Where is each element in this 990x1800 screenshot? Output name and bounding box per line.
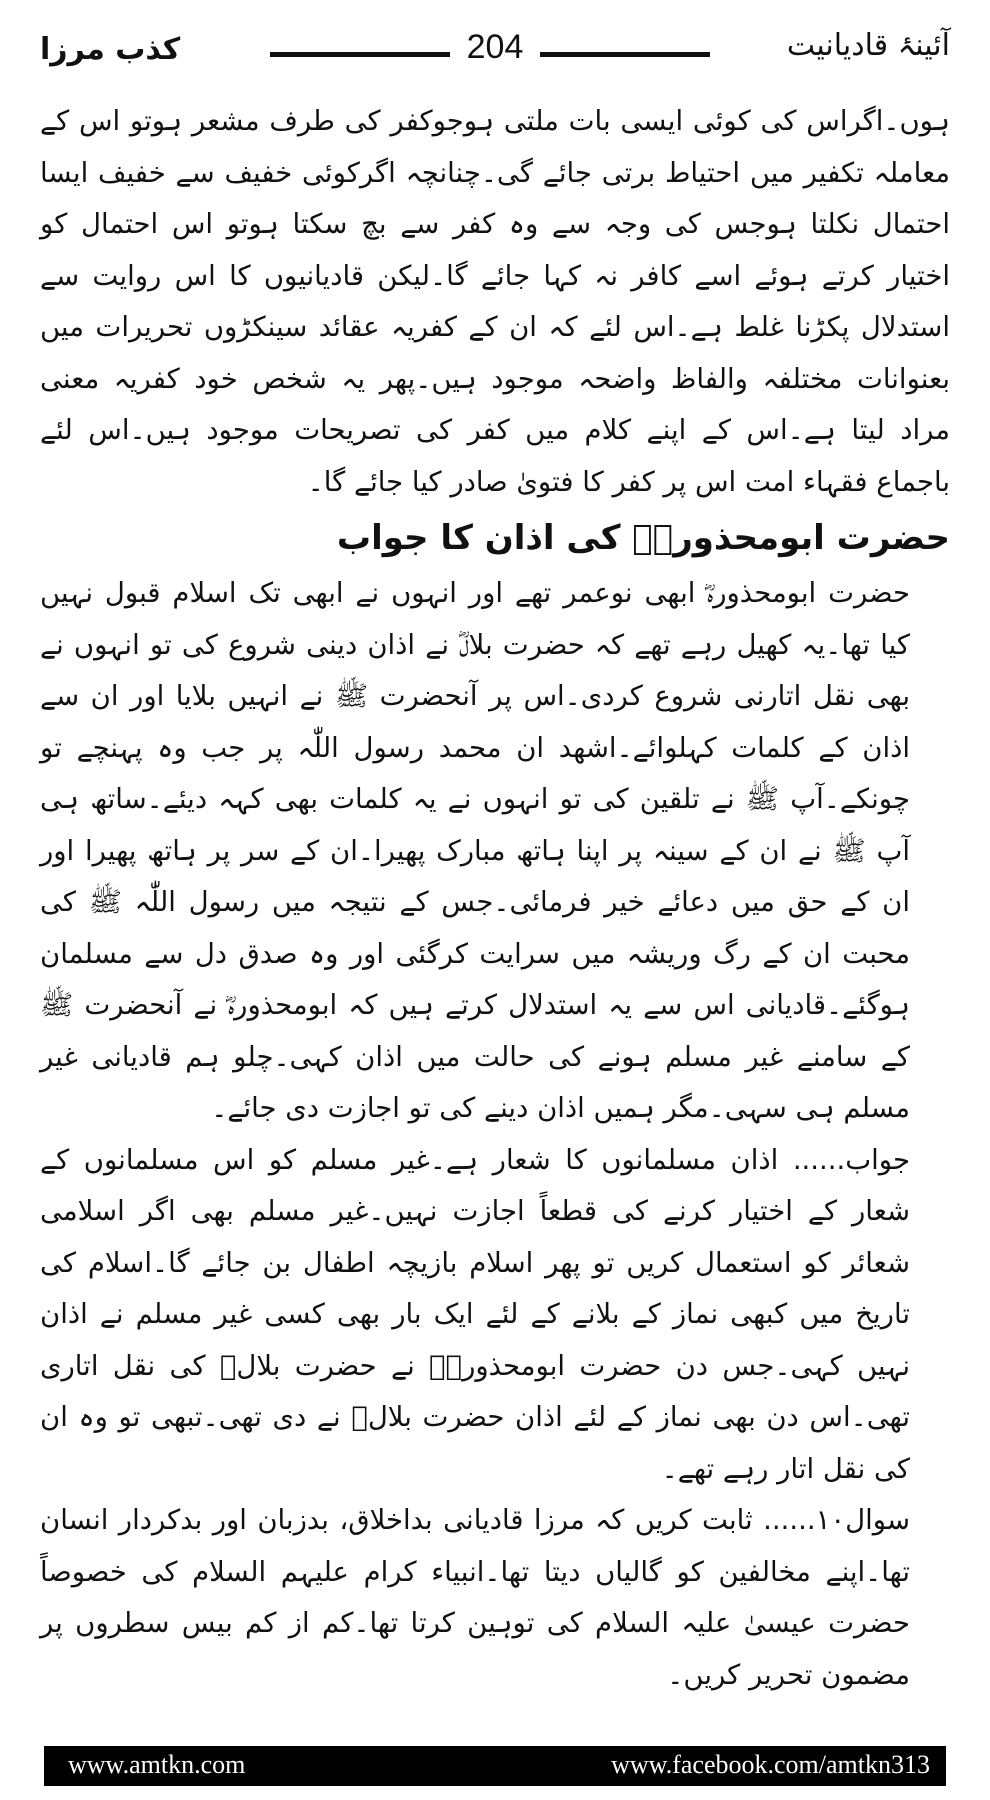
page-number: 204 [461,28,530,67]
page-header [40,28,950,74]
paragraph-question-10: سوال۱۰...... ثابت کریں کہ مرزا قادیانی بداخلاق، بدزبان اور بدکردار انسان تھا۔اپنے مخالفین کو گالیاں دیتا تھا۔انبیاء کرام علیہم السلام کی خصوصاً حضرت عیسیٰ علیہ السلام کی توہین کرتا تھا۔کم از کم بیس سطروں پر مضمون تحریر کریں۔ [40,1504,910,1691]
paragraph-abu-mahzoora: حضرت ابومحذورہؓ ابھی نوعمر تھے اور انہوں نے ابھی تک اسلام قبول نہیں کیا تھا۔یہ کھیل رہے تھے کہ حضرت بلالؓ نے اذان دینی شروع کی تو انہوں نے بھی نقل اتارنی شروع کردی۔اس پر آنحضرت ﷺ نے انہیں بلایا اور ان سے اذان کے کلمات کہلوائے۔اشھد ان محمد رسول اللّٰہ پر جب وہ پہنچے تو چونکے۔آپ ﷺ نے تلقین کی تو انہوں نے یہ کلمات بھی کہہ دیئے۔ساتھ ہی آپ ﷺ نے ان کے سینہ پر اپنا ہاتھ مبارک پھیرا۔ان کے سر پر ہاتھ پھیرا اور ان کے حق میں دعائے خیر فرمائی۔جس کے نتیجہ میں رسول اللّٰہ ﷺ کی محبت ان کے رگ وریشہ میں سرایت کرگئی اور وہ صدق دل سے مسلمان ہوگئے۔قادیانی اس سے یہ استدلال کرتے ہیں کہ ابومحذورہؓ نے آنحضرت ﷺ کے سامنے غیر مسلم ہونے کی حالت میں اذان کہی۔چلو ہم قادیانی غیر مسلم ہی سہی۔مگر ہمیں اذان دینے کی تو اجازت دی جائے۔ [40,577,910,1124]
page-footer [44,1746,946,1786]
section-heading: حضرت ابومحذورہؓ کی اذان کا جواب [336,518,950,558]
paragraph-answer: جواب...... اذان مسلمانوں کا شعار ہے۔غیر مسلم کو اس مسلمانوں کے شعار کے اختیار کرنے کی قطعاً اجازت نہیں۔غیر مسلم بھی اگر اسلامی شعائر کو استعمال کریں تو پھر اسلام بازیچہ اطفال بن جائے گا۔اسلام کی تاریخ میں کبھی نماز کے بلانے کے لئے ایک بار بھی کسی غیر مسلم نے اذان نہیں کہی۔جس دن حضرت ابومحذورہؓ نے حضرت بلالؓ کی نقل اتاری تھی۔اس دن بھی نماز کے لئے اذان حضرت بلالؓ نے دی تھی۔تبھی تو وہ ان کی نقل اتار رہے تھے۔ [40,1143,910,1485]
paragraph-continuation: ہوں۔اگراس کی کوئی ایسی بات ملتی ہوجوکفر کی طرف مشعر ہوتو اس کے معاملہ تکفیر میں احتیاط برتی جائے گی۔چنانچہ اگرکوئی خفیف سے خفیف ایسا احتمال نکلتا ہوجس کی وجہ سے وہ کفر سے بچ سکتا ہوتو اس احتمال کو اختیار کرتے ہوئے اسے کافر نہ کہا جائے گا۔لیکن قادیانیوں کا اس روایت سے استدلال پکڑنا غلط ہے۔اس لئے کہ ان کے کفریہ عقائد سینکڑوں تحریرات میں بعنوانات مختلفہ والفاظ واضحہ موجود ہیں۔پھر یہ شخص خود کفریہ معنی مراد لیتا ہے۔اس کے اپنے کلام میں کفر کی تصریحات موجود ہیں۔اس لئے باجماع فقہاء امت اس پر کفر کا فتویٰ صادر کیا جائے گا۔ [40,105,950,498]
header-rule-left [270,52,450,57]
header-rule-right [540,52,710,57]
book-title: آئینۂ قادیانیت [786,28,950,63]
page-body [40,96,950,1726]
website-link[interactable]: www.amtkn.com [68,1750,246,1779]
facebook-link[interactable]: www.facebook.com/amtkn313 [611,1750,930,1779]
book-section-title: کذب مرزا [40,32,181,67]
